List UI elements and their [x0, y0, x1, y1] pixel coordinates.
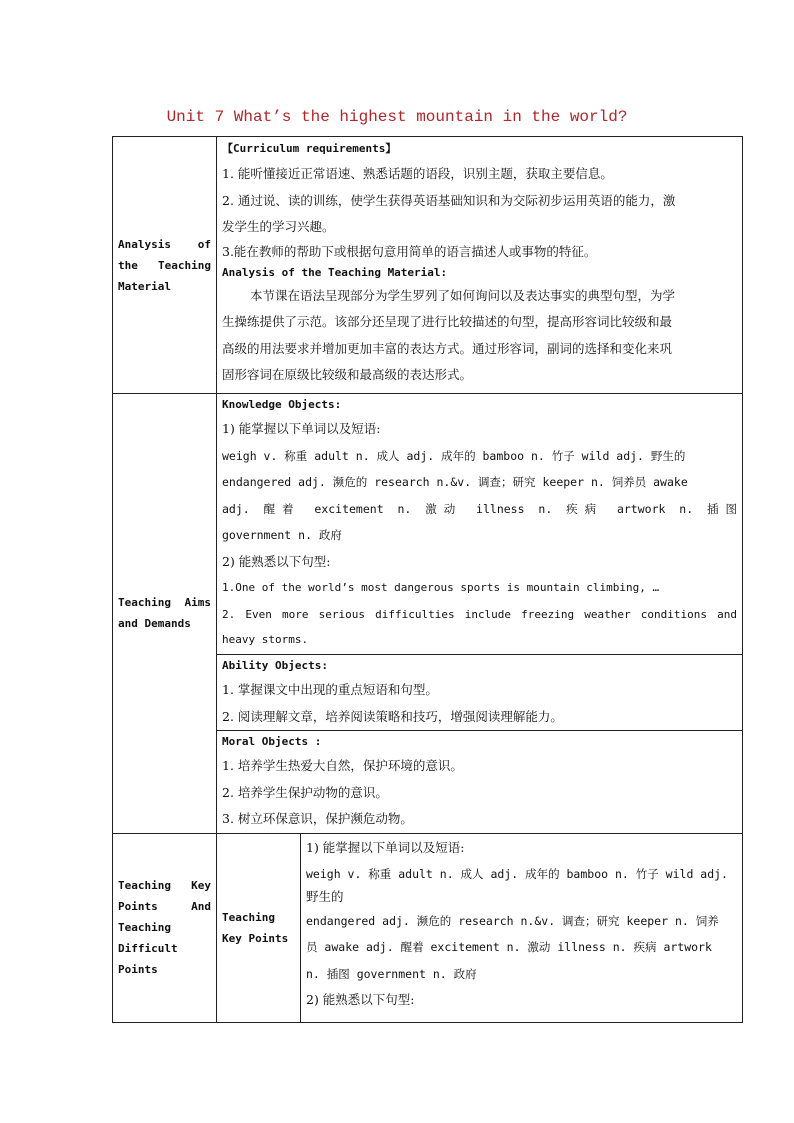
- material-paragraph-line: 固形容词在原级比较级和最高级的表达形式。: [222, 367, 473, 382]
- curriculum-line: 1. 能听懂接近正常语速、熟悉话题的语段，识别主题，获取主要信息。: [222, 166, 613, 181]
- knowledge-line: weigh v. 称重 adult n. 成人 adj. 成年的 bamboo n. 竹子 wild adj. 野生的: [222, 448, 686, 463]
- curriculum-line: 发学生的学习兴趣。: [222, 219, 335, 234]
- moral-line: 3. 树立环保意识，保护濒危动物。: [222, 811, 413, 826]
- curriculum-line: 3.能在教师的帮助下或根据句意用简单的语言描述人或事物的特征。: [222, 243, 597, 259]
- page-title: Unit 7 What’s the highest mountain in the world?: [166, 108, 628, 126]
- knowledge-line: heavy storms.: [222, 633, 309, 646]
- keypoints-content: [301, 833, 743, 1022]
- keypoints-line: 1) 能掌握以下单词以及短语:: [306, 839, 465, 855]
- knowledge-line: endangered adj. 濒危的 research n.&v. 调查；研究 keeper n. 饲养员 awake: [222, 475, 688, 489]
- material-heading: Analysis of the Teaching Material:: [222, 265, 448, 279]
- knowledge-line: 1.One of the world’s most dangerous sports is mountain climbing, …: [222, 581, 660, 594]
- keypoints-line: 员 awake adj. 醒着 excitement n. 激动 illness n. 疾病 artwork: [306, 940, 712, 954]
- knowledge-heading: Knowledge Objects:: [222, 398, 342, 411]
- moral-line: 1. 培养学生热爱大自然，保护环境的意识。: [222, 758, 463, 773]
- keypoints-row: [113, 833, 743, 1022]
- analysis-row: [113, 137, 743, 394]
- keypoints-line: weigh v. 称重 adult n. 成人 adj. 成年的 bamboo n. 竹子 wild adj.: [306, 866, 728, 881]
- knowledge-line: government n. 政府: [222, 528, 342, 542]
- aims-label: Teaching Aims and Demands: [113, 394, 217, 834]
- material-paragraph-line: 生操练提供了示范。该部分还呈现了进行比较描述的句型，提高形容词比较级和最: [222, 314, 673, 329]
- analysis-content: [217, 137, 743, 394]
- knowledge-line: 1) 能掌握以下单词以及短语:: [222, 421, 381, 436]
- moral-heading: Moral Objects :: [222, 735, 322, 748]
- curriculum-line: 2. 通过说、读的训练，使学生获得英语基础知识和为交际初步运用英语的能力，激: [222, 192, 676, 208]
- keypoints-line: n. 插图 government n. 政府: [306, 966, 477, 981]
- keypoints-line: 野生的: [306, 888, 344, 904]
- moral-content: [217, 731, 743, 834]
- knowledge-content: [217, 394, 743, 655]
- keypoints-sublabel: Teaching Key Points: [217, 833, 301, 1022]
- ability-line: 1. 掌握课文中出现的重点短语和句型。: [222, 682, 438, 697]
- ability-line: 2. 阅读理解文章，培养阅读策略和技巧，增强阅读理解能力。: [222, 708, 563, 724]
- material-paragraph-line: 本节课在语法呈现部分为学生罗列了如何询问以及表达事实的典型句型，为学: [250, 287, 676, 303]
- keypoints-line: endangered adj. 濒危的 research n.&v. 调查；研究 keeper n. 饲养: [306, 913, 719, 928]
- knowledge-line: 2) 能熟悉以下句型:: [222, 553, 331, 569]
- analysis-label: Analysis of the Teaching Material: [113, 137, 217, 394]
- moral-line: 2. 培养学生保护动物的意识。: [222, 784, 388, 800]
- knowledge-line: adj. 醒着 excitement n. 激动 illness n. 疾病 artwork n. 插图: [222, 501, 737, 516]
- keypoints-line: 2) 能熟悉以下句型:: [306, 992, 415, 1007]
- material-paragraph-line: 高级的用法要求并增加更加丰富的表达方式。通过形容词，副词的选择和变化来巩: [222, 340, 673, 356]
- knowledge-row: [113, 394, 743, 655]
- curriculum-heading: 【Curriculum requirements】: [222, 142, 397, 155]
- lesson-plan-table: [112, 136, 743, 1023]
- ability-heading: Ability Objects:: [222, 659, 328, 672]
- ability-content: [217, 655, 743, 731]
- keypoints-label: Teaching Key Points And Teaching Difficult Points: [113, 833, 217, 1022]
- knowledge-line: 2. Even more serious difficulties include freezing weather conditions and: [222, 607, 737, 621]
